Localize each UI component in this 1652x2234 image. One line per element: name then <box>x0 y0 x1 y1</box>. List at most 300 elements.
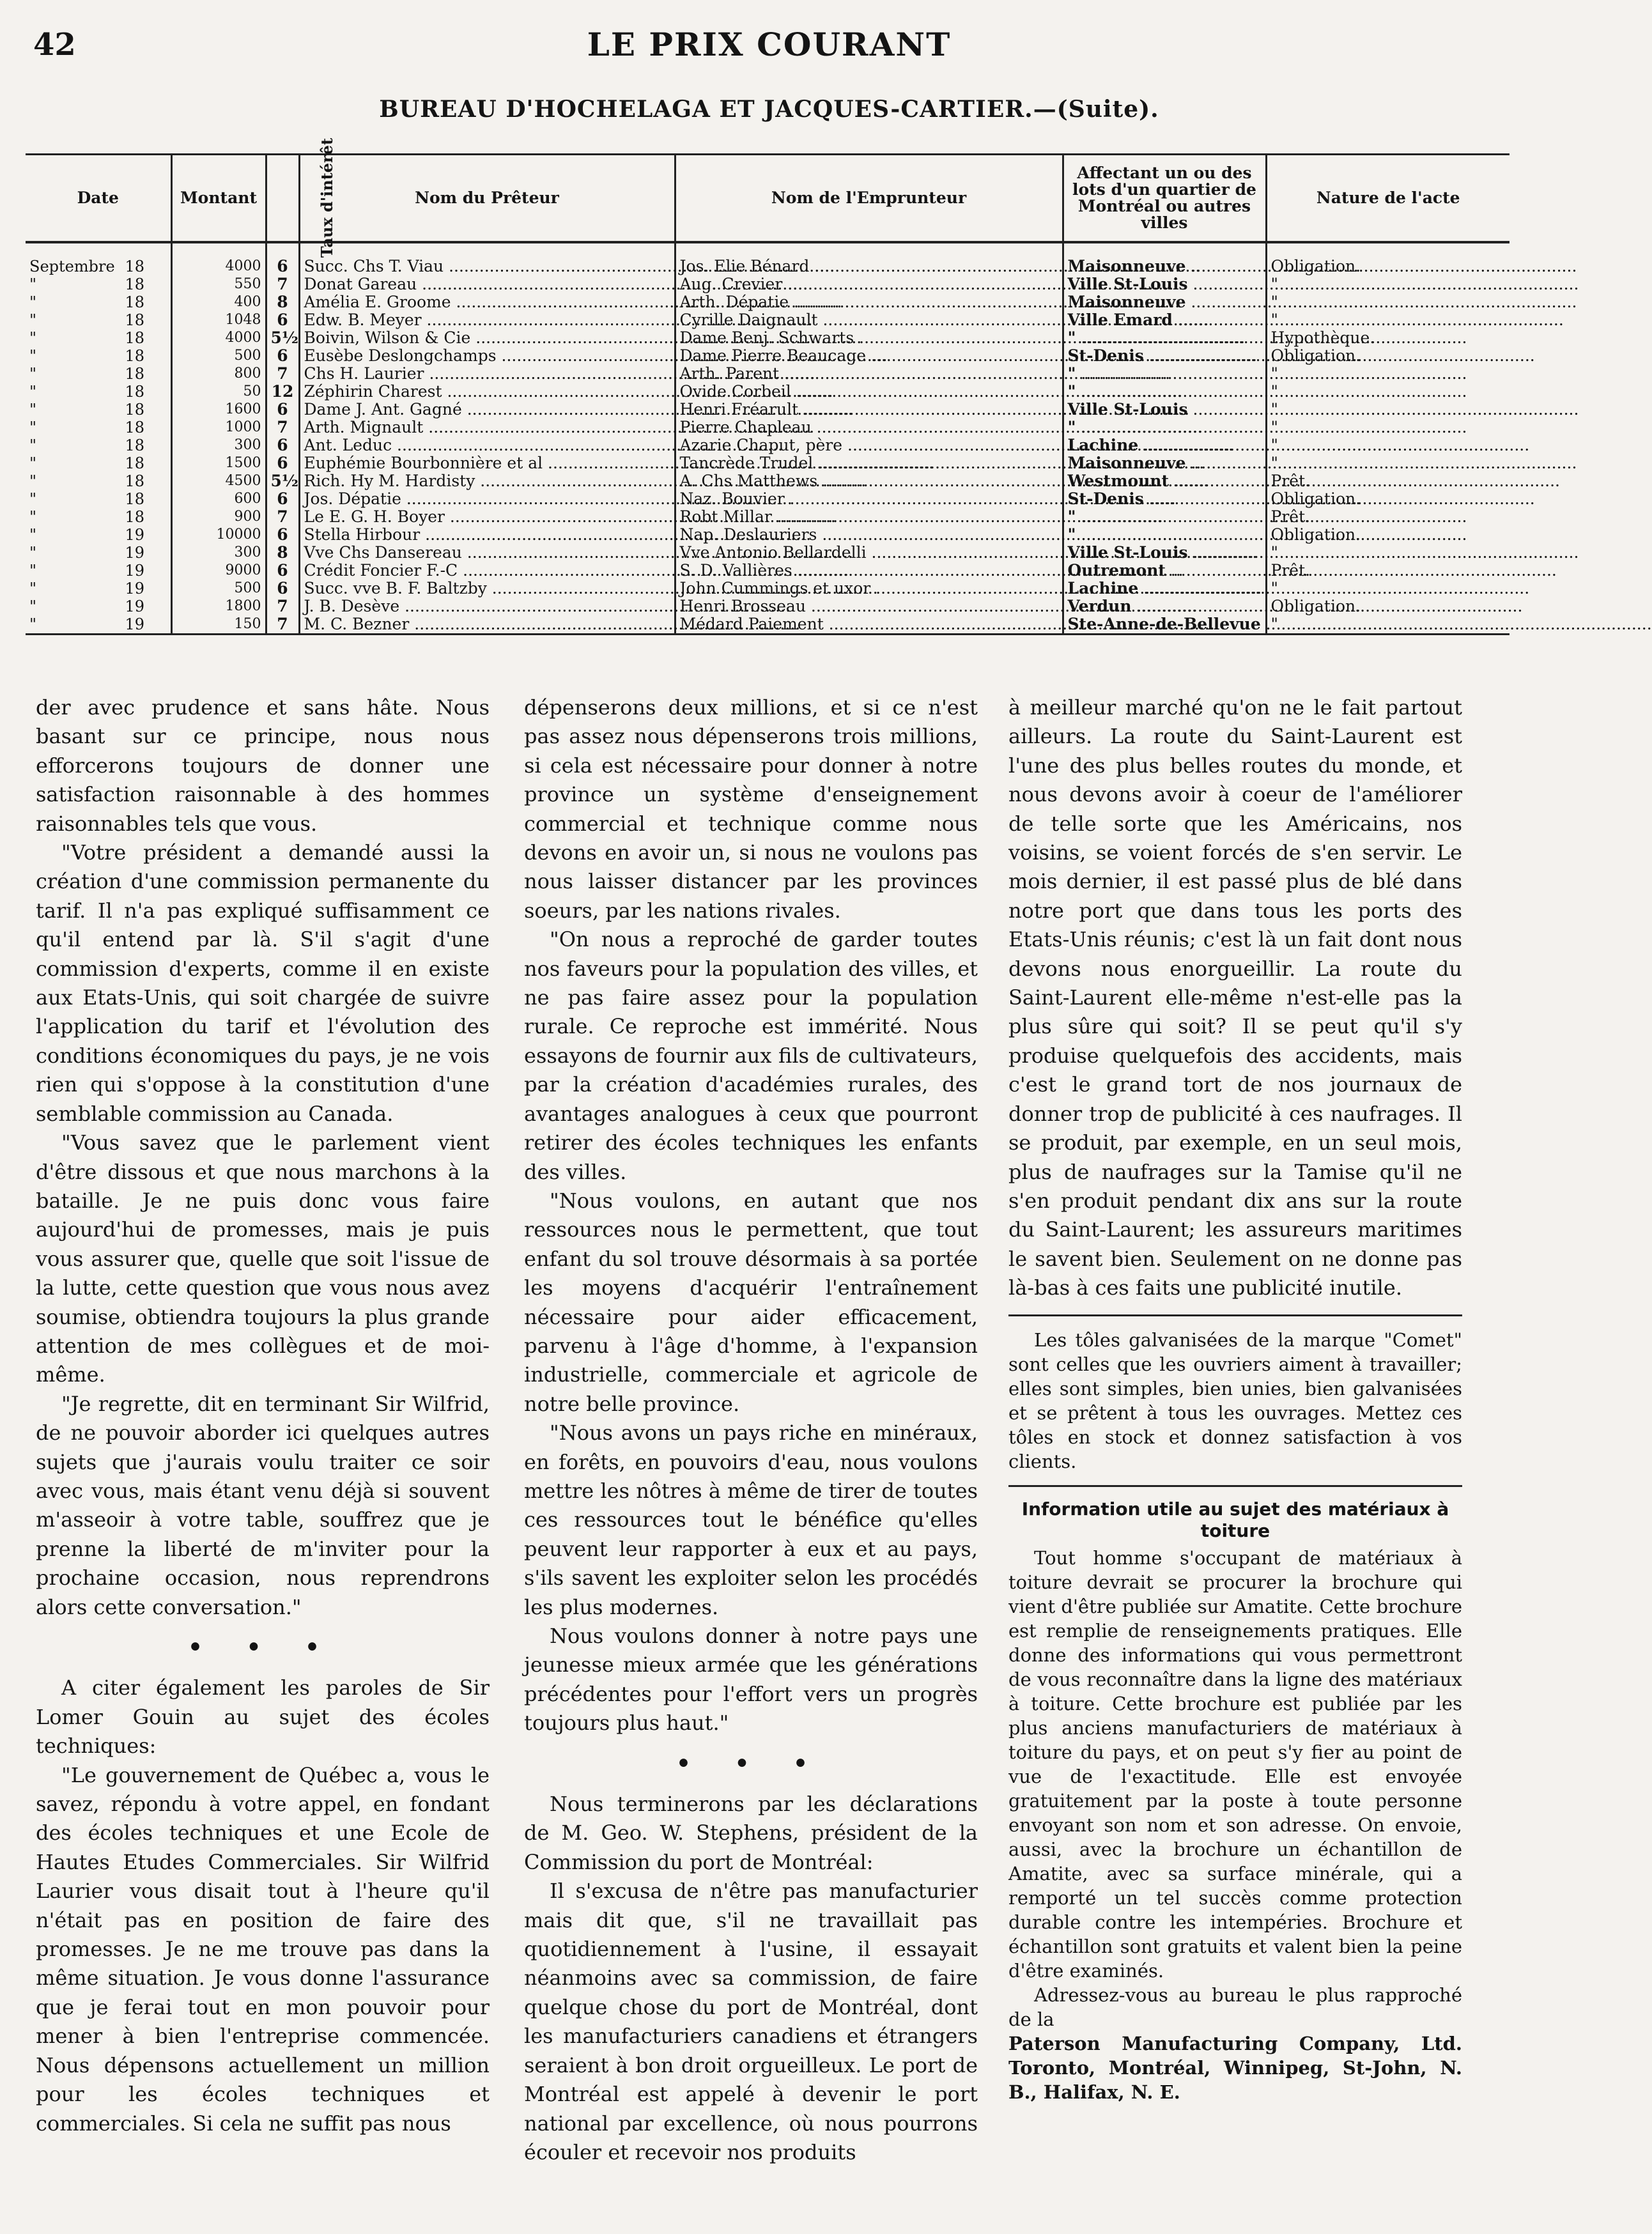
cell-location-text: Lachine ..... <box>1068 579 1530 597</box>
cell-location-text: Maisonneuve ..... <box>1068 454 1577 472</box>
cell-borrower <box>675 365 1063 383</box>
section-separator: • • • <box>187 1634 338 1661</box>
cell-lender <box>299 242 675 275</box>
cell-date-day: 18 <box>125 329 144 347</box>
cell-rate: 6 <box>266 436 299 454</box>
cell-lender <box>299 562 675 580</box>
cell-deed: " <box>1266 419 1509 436</box>
paragraph: Il s'excusa de n'être pas manufacturier mais dit que, s'il ne travaillait pas quotidiennement à l'usine, il essayait néanmoins avec sa commission, de faire quelque chose du port de Montréal, dont les manufacturiers canadiens et étrangers seraient à bon droit orgueilleux. Le port de Montréal est appelé à devenir le port national par excellence, où nous pourrons écouler et recevoir nos produits <box>524 1879 978 2164</box>
cell-amount: 600 <box>171 490 266 508</box>
cell-lender <box>299 490 675 508</box>
cell-amount: 9000 <box>171 562 266 580</box>
cell-lender <box>299 615 675 635</box>
header-rate: Taux d'intérêt <box>317 137 336 258</box>
cell-lender-text: Stella Hirbour ..... <box>304 525 812 544</box>
cell-date-month: " <box>29 347 37 365</box>
cell-lender-text: Boivin, Wilson & Cie ..... <box>304 328 862 347</box>
paragraph: "Votre président a demandé aussi la création d'une commission permanente du tarif. Il n'a pas expliqué suffisamment ce qu'il entend par là. S'il s'agit d'une commission d'experts, comme il en existe aux Etats-Unis, qui soit chargée de suivre l'application du tarif et l'évolution des conditions économiques du pays, je ne vois rien qui s'oppose à la constitution d'une semblable commission au Canada. <box>36 840 490 1126</box>
cell-amount: 400 <box>171 293 266 311</box>
cell-lender <box>299 383 675 401</box>
cell-amount: 10000 <box>171 526 266 544</box>
cell-lender <box>299 508 675 526</box>
cell-amount: 150 <box>171 615 266 635</box>
cell-date-month: " <box>29 544 37 562</box>
cell-date-month: " <box>29 293 37 311</box>
paragraph: "Vous savez que le parlement vient d'être dissous et que nous marchons à la bataille. Je ne puis donc vous faire aujourd'hui de promesses, mais je puis vous assurer que, quelle que soit l'issue de la lutte, cette question que vous nous avez soumise, obtiendra toujours la plus grande attention de mes collègues et de moi-même. <box>36 1130 490 1387</box>
cell-lender <box>299 365 675 383</box>
cell-deed: Obligation. <box>1266 347 1509 365</box>
cell-date <box>26 454 171 472</box>
cell-borrower-text: Henri Brosseau ..... <box>680 597 1197 615</box>
cell-date <box>26 580 171 597</box>
cell-date-month: " <box>29 329 37 347</box>
table-row <box>26 311 1509 329</box>
cell-deed: " <box>1266 293 1509 311</box>
cell-location <box>1063 419 1266 436</box>
cell-location-text: St-Denis ..... <box>1068 489 1535 508</box>
cell-rate: 8 <box>266 544 299 562</box>
cell-deed: " <box>1266 454 1509 472</box>
cell-date-day: 19 <box>125 597 144 615</box>
cell-borrower-text: Aug. Crevier ..... <box>680 275 1174 293</box>
cell-date <box>26 347 171 365</box>
cell-date <box>26 544 171 562</box>
cell-amount: 300 <box>171 544 266 562</box>
paragraph: Tout homme s'occupant de matériaux à toiture devrait se procurer la brochure qui vient d'être publiée sur Amatite. Cette brochure est remplie de renseignements pratiques. Elle donne des informations qui vous permettront de vous reconnaître dans la ligne des matériaux à toiture. Cette brochure est publiée par les plus anciens manufacturiers de matériaux à toiture du pays, et on peut s'y fier au point de vue de l'exactitude. Elle est envoyée gratuitement par la poste à toute personne envoyant son nom et son adresse. On envoie, aussi, avec la brochure un échantillon de Amatite, avec sa surface minérale, qui a remporté un tel succès comme protection durable contre les intempéries. Brochure et échantillon sont gratuits et valent bien la peine d'être examinés. <box>1008 1546 1462 1982</box>
cell-location-text: " ..... <box>1068 364 1467 383</box>
cell-date-month: " <box>29 597 37 615</box>
cell-location <box>1063 401 1266 419</box>
cell-borrower-text: Arth. Parent ..... <box>680 364 1170 383</box>
cell-location <box>1063 275 1266 293</box>
cell-location-text: " ..... <box>1068 382 1467 401</box>
cell-date <box>26 242 171 275</box>
cell-deed: " <box>1266 544 1509 562</box>
cell-borrower-text: Arth. Dépatie ..... <box>680 293 1180 311</box>
cell-lender-text: Jos. Dépatie ..... <box>304 489 792 508</box>
cell-lender-text: Succ. vve B. F. Baltzby ..... <box>304 579 878 597</box>
cell-lender-text: Arth. Mignault ..... <box>304 418 815 436</box>
cell-deed: Obligation. <box>1266 490 1509 508</box>
cell-deed: Obligation. <box>1266 242 1509 275</box>
cell-borrower <box>675 490 1063 508</box>
cell-lender-text: Rich. Hy M. Hardisty ..... <box>304 472 867 490</box>
cell-date <box>26 526 171 544</box>
cell-date <box>26 401 171 419</box>
cell-rate: 6 <box>266 490 299 508</box>
cell-borrower-text: Médard Paiement ..... <box>680 615 1215 633</box>
cell-date-day: 19 <box>125 562 144 580</box>
cell-lender <box>299 329 675 347</box>
paragraph: A citer également les paroles de Sir Lomer Gouin au sujet des écoles techniques: <box>36 1676 490 1759</box>
cell-borrower <box>675 419 1063 436</box>
table-row <box>26 383 1509 401</box>
cell-lender <box>299 526 675 544</box>
cell-date <box>26 419 171 436</box>
cell-lender-text: Dame J. Ant. Gagné ..... <box>304 400 853 419</box>
cell-date-month: " <box>29 365 37 383</box>
cell-date-month: " <box>29 419 37 436</box>
cell-date <box>26 293 171 311</box>
cell-date-day: 18 <box>125 419 144 436</box>
cell-borrower-text: Cyrille Daignault ..... <box>680 311 1209 329</box>
cell-rate: 6 <box>266 311 299 329</box>
cell-borrower <box>675 436 1063 454</box>
cell-amount: 4000 <box>171 242 266 275</box>
cell-lender <box>299 293 675 311</box>
cell-borrower <box>675 544 1063 562</box>
cell-date <box>26 311 171 329</box>
cell-lender <box>299 597 675 615</box>
cell-rate: 7 <box>266 365 299 383</box>
cell-date <box>26 597 171 615</box>
cell-date-day: 18 <box>125 311 144 329</box>
paragraph: "Le gouvernement de Québec a, vous le savez, répondu à votre appel, en fondant des écoles techniques et une Ecole de Hautes Etudes Commerciales. Sir Wilfrid Laurier vous disait tout à l'heure qu'il n'était pas en position de faire des promesses. Je ne me trouve pas dans la même situation. Je vous donne l'assurance que je ferai tout en mon pouvoir pour mener à bien l'entreprise commencée. Nous dépensons actuellement un million pour les écoles techniques et commerciales. Si cela ne suffit pas nous <box>36 1762 490 2136</box>
cell-rate: 6 <box>266 580 299 597</box>
cell-amount: 4500 <box>171 472 266 490</box>
cell-deed: " <box>1266 311 1509 329</box>
paragraph: "Nous avons un pays riche en minéraux, en forêts, en pouvoirs d'eau, nous voulons mettre les nôtres à même de tirer de toutes ces ressources tout le bénéfice qu'elles peuvent leur rapporter à eux et au pays, s'ils savent les exploiter selon les procédés les plus modernes. <box>524 1421 978 1619</box>
table-row <box>26 490 1509 508</box>
table-body <box>26 242 1509 635</box>
cell-rate: 12 <box>266 383 299 401</box>
cell-location-text: St-Denis ..... <box>1068 346 1535 365</box>
cell-borrower-text: Ovide Corbeil ..... <box>680 382 1182 401</box>
cell-rate: 6 <box>266 401 299 419</box>
cell-location-text: Ville Emard ..... <box>1068 311 1564 329</box>
cell-location-text: Ste-Anne-de-Bellevue ..... <box>1068 615 1652 633</box>
cell-date-day: 18 <box>125 258 144 275</box>
cell-date-month: " <box>29 562 37 580</box>
cell-location <box>1063 597 1266 615</box>
cell-borrower <box>675 347 1063 365</box>
cell-date-day: 18 <box>125 275 144 293</box>
cell-location <box>1063 365 1266 383</box>
paragraph: der avec prudence et sans hâte. Nous basant sur ce principe, nous nous efforcerons toujours de donner une satisfaction raisonnable à des hommes raisonnables tels que vous. <box>36 695 490 836</box>
cell-rate: 8 <box>266 293 299 311</box>
cell-borrower-text: Tancrède Trudel ..... <box>680 454 1205 472</box>
cell-location-text: Ville St-Louis ..... <box>1068 543 1579 562</box>
paragraph: "Nous voulons, en autant que nos ressources nous le permettent, que tout enfant du sol trouve désormais à sa portée les moyens d'acquérir l'entraînement nécessaire pour aider efficacement, parvenu à l'âge d'homme, à l'expansion industrielle, commerciale et agricole de notre belle province. <box>524 1188 978 1416</box>
table-row <box>26 329 1509 347</box>
table-row <box>26 544 1509 562</box>
cell-borrower <box>675 329 1063 347</box>
divider <box>1008 1314 1462 1316</box>
cell-rate: 6 <box>266 562 299 580</box>
paragraph: "Je regrette, dit en terminant Sir Wilfrid, de ne pouvoir aborder ici quelques autres sujets que j'aurais voulu traiter ce soir avec vous, mais étant venu déjà si souvent m'asseoir à votre table, souffrez que je prenne la liberté de m'inviter pour la prochaine occasion, nous reprendrons alors cette conversation." <box>36 1391 490 1619</box>
cell-deed: Prêt. <box>1266 508 1509 526</box>
header-deed: Nature de l'acte <box>1266 155 1509 243</box>
cell-borrower-text: Robt Millar ..... <box>680 507 1163 526</box>
cell-borrower-text: S. D. Vallières ..... <box>680 561 1184 580</box>
cell-borrower <box>675 454 1063 472</box>
cell-location <box>1063 615 1266 635</box>
cell-amount: 500 <box>171 347 266 365</box>
cell-location <box>1063 490 1266 508</box>
cell-borrower <box>675 401 1063 419</box>
article-heading: Information utile au sujet des matériaux à toiture <box>1021 1498 1449 1541</box>
cell-lender <box>299 436 675 454</box>
cell-location <box>1063 454 1266 472</box>
cell-date-day: 18 <box>125 383 144 401</box>
cell-borrower-text: Nap. Deslauriers ..... <box>680 525 1208 544</box>
cell-borrower <box>675 580 1063 597</box>
table-row <box>26 597 1509 615</box>
header-amount: Montant <box>171 155 266 243</box>
cell-amount: 550 <box>171 275 266 293</box>
cell-date-month: " <box>29 275 37 293</box>
cell-rate: 7 <box>266 275 299 293</box>
cell-borrower <box>675 508 1063 526</box>
cell-deed: Prêt. <box>1266 562 1509 580</box>
cell-borrower-text: Henri Fréarult ..... <box>680 400 1190 419</box>
cell-amount: 500 <box>171 580 266 597</box>
cell-deed: " <box>1266 383 1509 401</box>
cell-lender <box>299 472 675 490</box>
header-lender: Nom du Prêteur <box>299 155 675 243</box>
cell-borrower-text: Naz. Bouvier ..... <box>680 489 1176 508</box>
cell-location <box>1063 347 1266 365</box>
cell-lender <box>299 275 675 293</box>
cell-lender-text: Donat Gareau ..... <box>304 275 808 293</box>
cell-rate: 7 <box>266 597 299 615</box>
cell-amount: 1048 <box>171 311 266 329</box>
cell-location-text: Westmount ..... <box>1068 472 1561 490</box>
cell-date-month: " <box>29 454 37 472</box>
cell-rate: 5½ <box>266 472 299 490</box>
cell-date-day: 18 <box>125 436 144 454</box>
cell-borrower <box>675 615 1063 635</box>
cell-date-day: 19 <box>125 580 144 597</box>
cell-date-day: 19 <box>125 526 144 544</box>
cell-date-day: 19 <box>125 544 144 562</box>
cell-location <box>1063 311 1266 329</box>
cell-borrower <box>675 562 1063 580</box>
column-3 <box>1008 693 1462 2104</box>
cell-date-month: " <box>29 472 37 490</box>
loan-ledger <box>26 137 1509 658</box>
cell-lender-text: Euphémie Bourbonnière et al ..... <box>304 454 934 472</box>
cell-rate: 6 <box>266 454 299 472</box>
cell-rate: 6 <box>266 242 299 275</box>
cell-rate: 6 <box>266 347 299 365</box>
cell-date-day: 18 <box>125 454 144 472</box>
cell-lender-text: Succ. Chs T. Viau ..... <box>304 257 835 275</box>
cell-location <box>1063 293 1266 311</box>
table-row <box>26 526 1509 544</box>
paragraph: dépenserons deux millions, et si ce n'est pas assez nous dépenserons trois millions, si cela est nécessaire pour donner à notre province un système d'enseignement commercial et technique comme nous devons en avoir un, si nous ne voulons pas nous laisser distancer par les provinces soeurs, par les nations rivales. <box>524 695 978 923</box>
cell-location <box>1063 329 1266 347</box>
table-row <box>26 365 1509 383</box>
cell-borrower-text: A. Chs Matthews ..... <box>680 472 1209 490</box>
table-row <box>26 562 1509 580</box>
cell-lender <box>299 347 675 365</box>
cell-lender <box>299 401 675 419</box>
cell-date <box>26 383 171 401</box>
advert-comet: Les tôles galvanisées de la marque "Comet" sont celles que les ouvriers aiment à travailler; elles sont simples, bien unies, bien galvanisées et se prêtent à tous les ouvrages. Mettez ces tôles en stock et donnez satisfaction à vos clients. <box>1008 1329 1462 1472</box>
cell-date <box>26 365 171 383</box>
cell-borrower-text: Azarie Chaput, père ..... <box>680 436 1233 454</box>
cell-amount: 900 <box>171 508 266 526</box>
cell-borrower-text: Jos. Elie Bénard ..... <box>680 257 1201 275</box>
cell-location <box>1063 544 1266 562</box>
header-borrower: Nom de l'Emprunteur <box>675 155 1063 243</box>
cell-location-text: Maisonneuve ..... <box>1068 293 1577 311</box>
table-row <box>26 508 1509 526</box>
cell-borrower <box>675 275 1063 293</box>
cell-date-month: Septembre <box>29 258 115 275</box>
paragraph: "On nous a reproché de garder toutes nos faveurs pour la population des villes, et ne pas faire assez pour la population rurale. Ce reproche est immérité. Nous essayons de fournir aux fils de cultivateurs, par la création d'académies rurales, des avantages analogues à ceux que pourront retirer des écoles techniques les enfants des villes. <box>524 927 978 1184</box>
table-row <box>26 242 1509 275</box>
cell-deed: Obligation. <box>1266 597 1509 615</box>
cell-location-text: Outremont ..... <box>1068 561 1557 580</box>
cell-deed: " <box>1266 580 1509 597</box>
cell-borrower-text: Dame Pierre Beaucage ..... <box>680 346 1257 365</box>
paragraph: Adressez-vous au bureau le plus rapproché de la <box>1008 1984 1462 2030</box>
cell-location <box>1063 526 1266 544</box>
divider <box>1008 1485 1462 1487</box>
table-row <box>26 275 1509 293</box>
cell-deed: " <box>1266 436 1509 454</box>
running-head: LE PRIX COURANT <box>587 26 952 63</box>
cell-deed: " <box>1266 401 1509 419</box>
table-row <box>26 472 1509 490</box>
cell-date-month: " <box>29 526 37 544</box>
header-date: Date <box>26 155 171 243</box>
paragraph: à meilleur marché qu'on ne le fait partout ailleurs. La route du Saint-Laurent est l'une des plus belles routes du monde, et nous devons avoir à coeur de l'améliorer de telle sorte que les Américains, nos voisins, se voient forcés de s'en servir. Le mois dernier, il est passé plus de blé dans notre port que dans tous les ports des Etats-Unis réunis; c'est là un fait dont nous devons nous enorgueillir. La route du Saint-Laurent elle-même n'est-elle pas la plus sûre qui soit? Il se peut qu'il s'y produise quelquefois des accidents, mais c'est le grand tort de nos journaux de donner trop de publicité à ces naufrages. Il se produit, par exemple, en un seul mois, plus de naufrages sur la Tamise qu'il ne s'en produit pendant dix ans sur la route du Saint-Laurent; les assureurs maritimes le savent bien. Seulement on ne donne pas là-bas à ces faits une publicité inutile. <box>1008 695 1462 1300</box>
paragraph: Nous voulons donner à notre pays une jeunesse mieux armée que les générations précédentes pour l'effort vers un progrès toujours plus haut." <box>524 1624 978 1736</box>
cell-location-text: Ville St-Louis ..... <box>1068 275 1579 293</box>
cell-lender-text: M. C. Bezner ..... <box>304 615 801 633</box>
cell-deed: Obligation. <box>1266 526 1509 544</box>
cell-lender-text: Vve Chs Dansereau ..... <box>304 543 853 562</box>
cell-rate: 7 <box>266 508 299 526</box>
cell-borrower <box>675 597 1063 615</box>
cell-amount: 1800 <box>171 597 266 615</box>
paragraph: Nous terminerons par les déclarations de M. Geo. W. Stephens, président de la Commission du port de Montréal: <box>524 1792 978 1874</box>
cell-date-month: " <box>29 436 37 454</box>
cell-date <box>26 615 171 635</box>
cell-lender <box>299 544 675 562</box>
cell-location-text: Lachine ..... <box>1068 436 1530 454</box>
cell-lender-text: Amélia E. Groome ..... <box>304 293 842 311</box>
company-address: Paterson Manufacturing Company, Ltd. Toronto, Montréal, Winnipeg, St-John, N. B., Halifax, N. E. <box>1008 2032 1462 2103</box>
table-row <box>26 401 1509 419</box>
cell-borrower <box>675 383 1063 401</box>
cell-lender <box>299 580 675 597</box>
table-row <box>26 419 1509 436</box>
cell-amount: 1500 <box>171 454 266 472</box>
cell-amount: 300 <box>171 436 266 454</box>
table-row <box>26 454 1509 472</box>
table-row <box>26 580 1509 597</box>
cell-lender-text: Chs H. Laurier ..... <box>304 364 815 383</box>
cell-location-text: " ..... <box>1068 418 1467 436</box>
column-1 <box>36 693 490 2138</box>
cell-rate: 7 <box>266 419 299 436</box>
cell-deed: Hypothèque. <box>1266 329 1509 347</box>
cell-lender-text: Ant. Leduc ..... <box>304 436 784 454</box>
cell-amount: 1000 <box>171 419 266 436</box>
cell-location-text: Verdun ..... <box>1068 597 1523 615</box>
cell-location <box>1063 472 1266 490</box>
cell-rate: 6 <box>266 526 299 544</box>
cell-lender-text: J. B. Desève ..... <box>304 597 791 615</box>
cell-date-month: " <box>29 311 37 329</box>
cell-date-month: " <box>29 580 37 597</box>
cell-borrower <box>675 242 1063 275</box>
cell-borrower <box>675 472 1063 490</box>
cell-date-day: 18 <box>125 472 144 490</box>
cell-location <box>1063 436 1266 454</box>
cell-amount: 4000 <box>171 329 266 347</box>
cell-date-day: 18 <box>125 365 144 383</box>
table-header-row <box>26 155 1509 243</box>
cell-date-day: 19 <box>125 615 144 633</box>
cell-location <box>1063 562 1266 580</box>
cell-borrower <box>675 526 1063 544</box>
cell-lender <box>299 419 675 436</box>
cell-location <box>1063 508 1266 526</box>
cell-date <box>26 275 171 293</box>
cell-deed: " <box>1266 275 1509 293</box>
cell-date-day: 18 <box>125 490 144 508</box>
cell-date <box>26 329 171 347</box>
column-2 <box>524 693 978 2167</box>
table-row <box>26 615 1509 635</box>
table-row <box>26 293 1509 311</box>
cell-location <box>1063 580 1266 597</box>
cell-date-day: 18 <box>125 293 144 311</box>
cell-deed: " <box>1266 365 1509 383</box>
section-separator: • • • <box>675 1750 826 1777</box>
cell-rate: 5½ <box>266 329 299 347</box>
cell-lender-text: Zéphirin Charest ..... <box>304 382 833 401</box>
cell-lender <box>299 454 675 472</box>
cell-borrower-text: Dame Benj. Schwarts ..... <box>680 328 1246 347</box>
cell-date-month: " <box>29 615 37 633</box>
cell-location <box>1063 242 1266 275</box>
cell-lender-text: Edw. B. Meyer ..... <box>304 311 813 329</box>
cell-borrower-text: Pierre Chapleau ..... <box>680 418 1203 436</box>
cell-location-text: Maisonneuve ..... <box>1068 257 1577 275</box>
cell-borrower-text: Vve Antonio Bellardelli ..... <box>680 543 1258 562</box>
cell-rate: 7 <box>266 615 299 635</box>
cell-amount: 1600 <box>171 401 266 419</box>
cell-amount: 50 <box>171 383 266 401</box>
cell-borrower <box>675 311 1063 329</box>
cell-location <box>1063 383 1266 401</box>
cell-date-day: 18 <box>125 347 144 365</box>
cell-amount: 800 <box>171 365 266 383</box>
cell-deed: " <box>1266 615 1509 635</box>
page-number: 42 <box>33 27 76 63</box>
cell-date-month: " <box>29 383 37 401</box>
header-location: Affectant un ou des lots d'un quartier de Montréal ou autres villes <box>1063 155 1266 243</box>
cell-date <box>26 490 171 508</box>
table-row <box>26 436 1509 454</box>
table-row <box>26 347 1509 365</box>
cell-lender-text: Crédit Foncier F.-C ..... <box>304 561 849 580</box>
cell-date-month: " <box>29 508 37 526</box>
cell-date-month: " <box>29 490 37 508</box>
cell-lender-text: Eusèbe Deslongchamps ..... <box>304 346 888 365</box>
cell-date-month: " <box>29 401 37 419</box>
cell-date <box>26 562 171 580</box>
cell-location-text: " ..... <box>1068 507 1467 526</box>
cell-location-text: " ..... <box>1068 328 1467 347</box>
cell-lender-text: Le E. G. H. Boyer ..... <box>304 507 836 526</box>
